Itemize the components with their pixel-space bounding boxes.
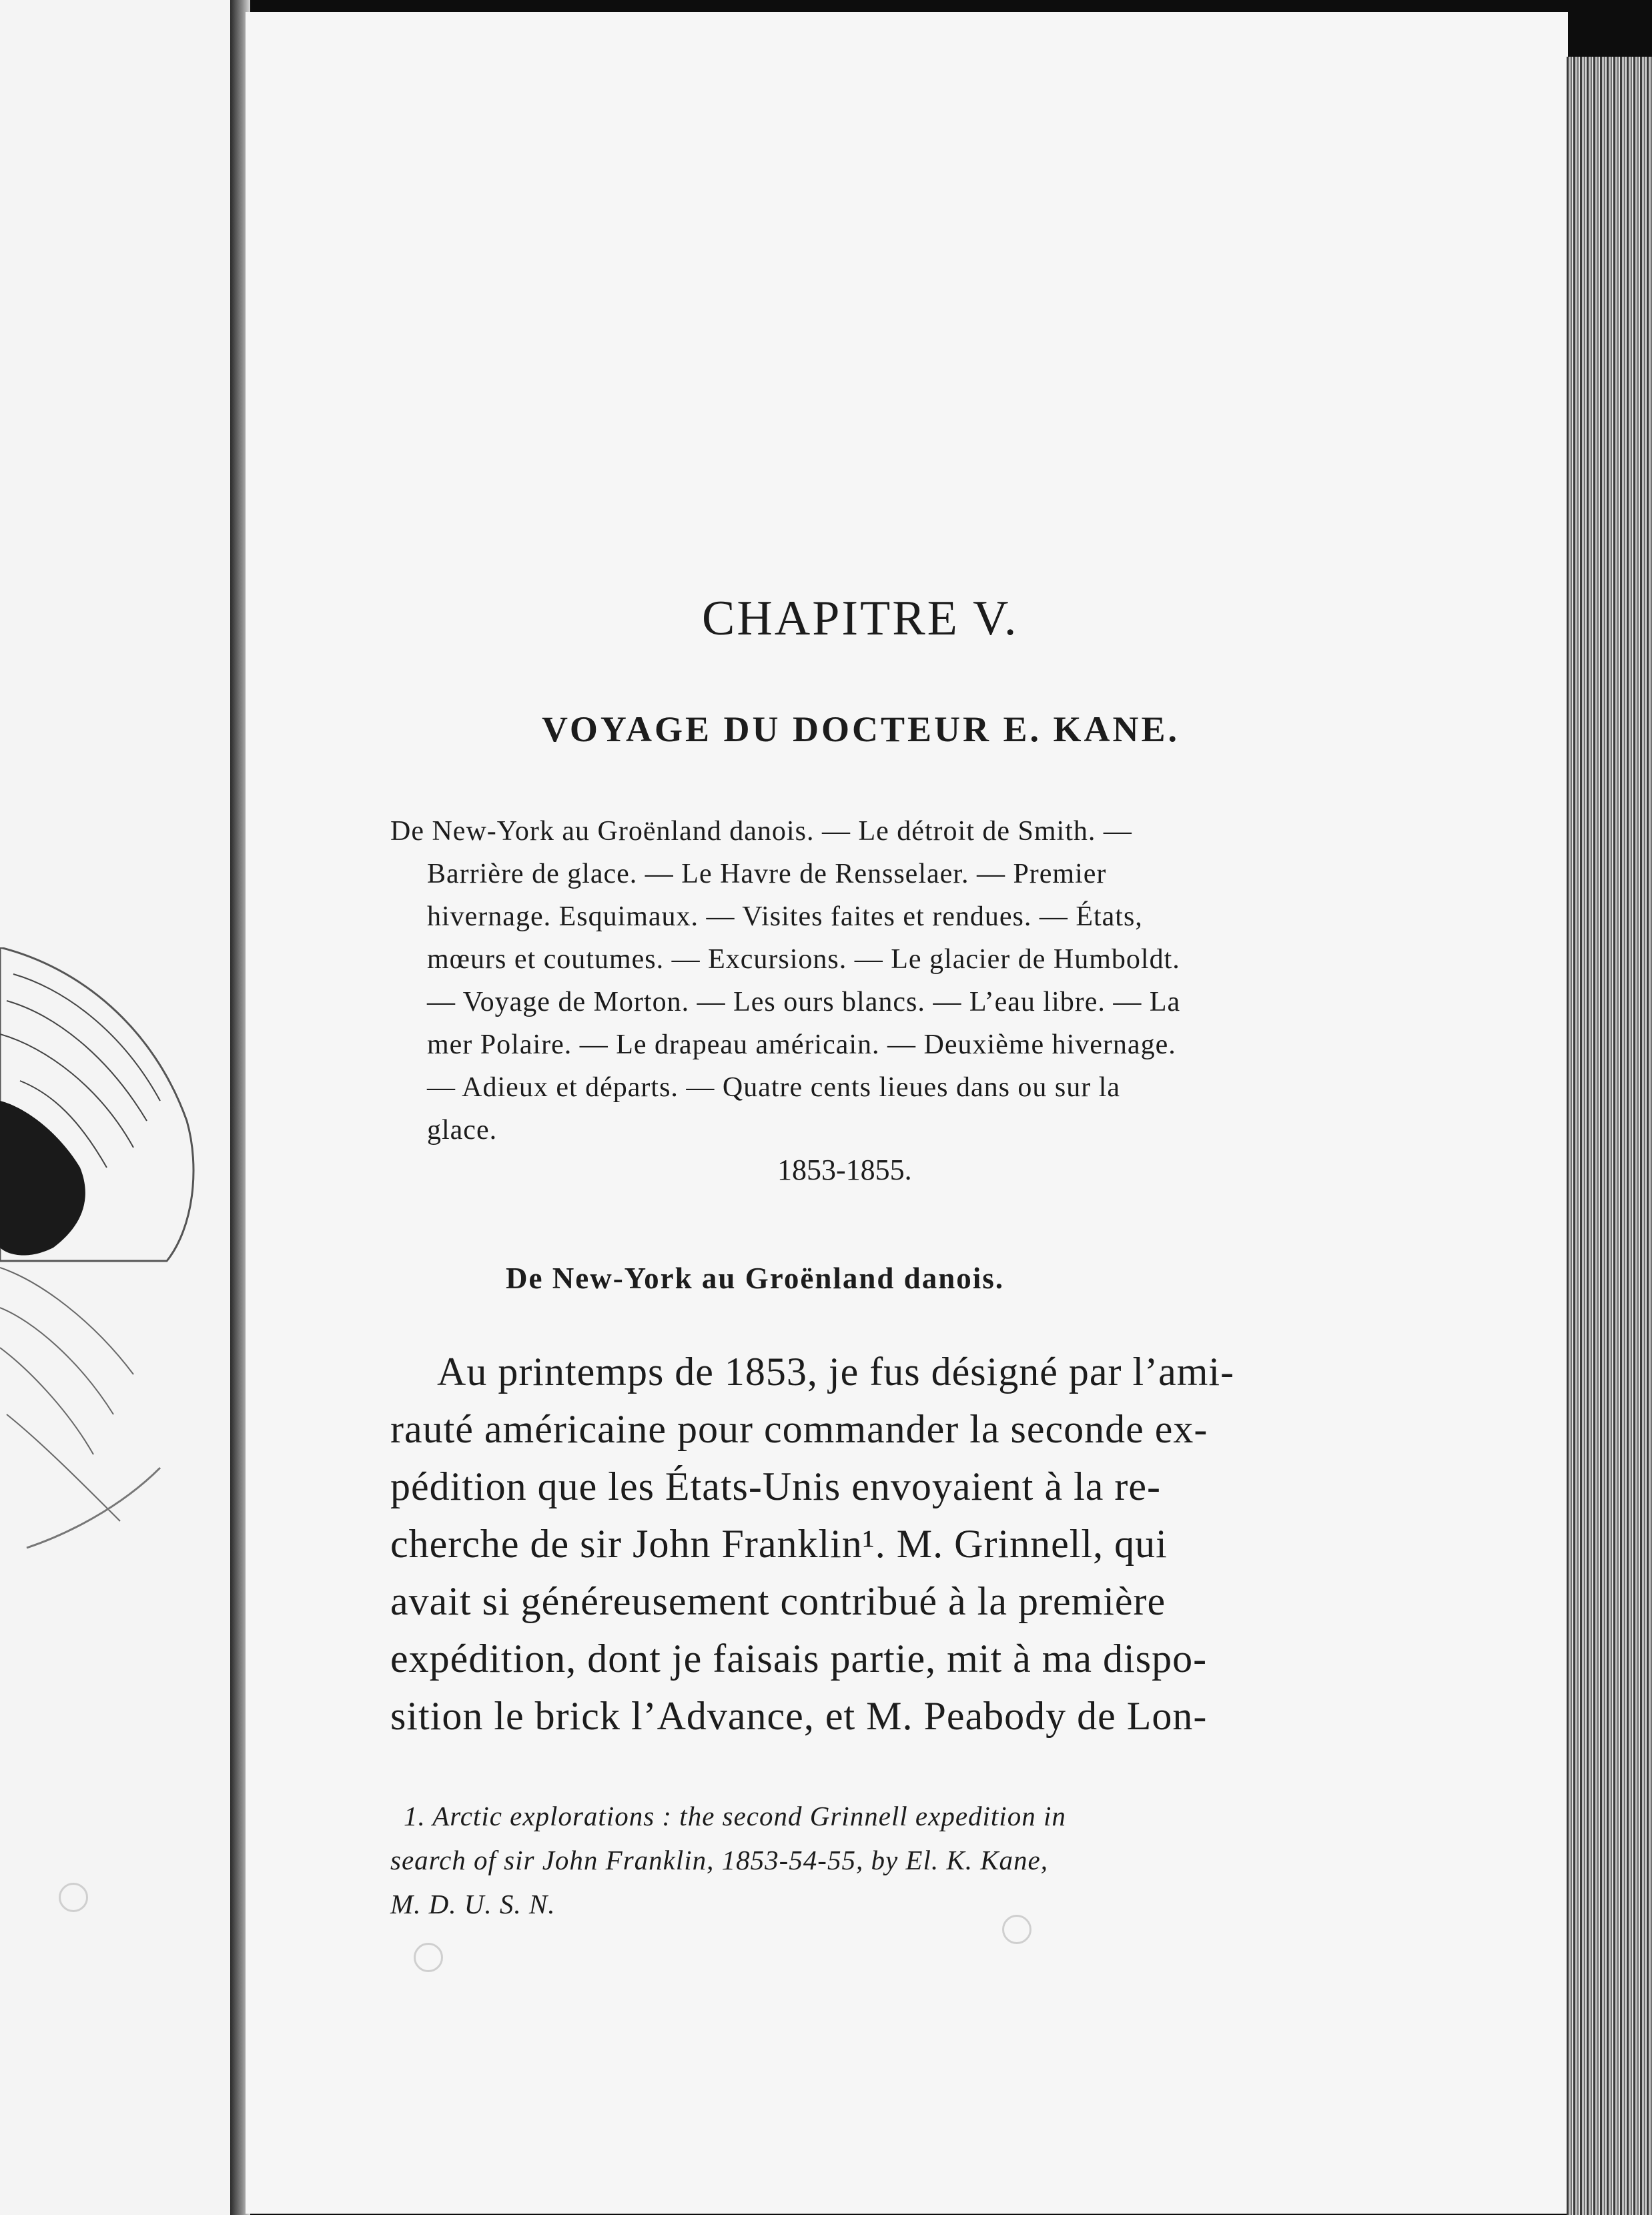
body-line: avait si généreusement contribué à la première	[390, 1579, 1166, 1623]
body-line: rauté américaine pour commander la seconde ex-	[390, 1407, 1208, 1451]
summary-line: De New-York au Groënland danois. — Le détroit de Smith. —	[390, 816, 1132, 847]
chapter-heading: CHAPITRE V.	[702, 591, 1019, 646]
book-page	[246, 12, 1568, 2214]
engraving-illustration	[0, 947, 200, 1655]
summary-line: — Voyage de Morton. — Les ours blancs. — L’eau libre. — La	[427, 987, 1181, 1017]
body-line: cherche de sir John Franklin¹. M. Grinnell, qui	[390, 1522, 1168, 1566]
facing-page	[0, 0, 230, 2215]
summary-line: mœurs et coutumes. — Excursions. — Le glacier de Humboldt.	[427, 944, 1180, 975]
footnote-line: search of sir John Franklin, 1853-54-55, by El. K. Kane,	[390, 1845, 1048, 1875]
body-line: sition le brick l’Advance, et M. Peabody de Lon-	[390, 1694, 1208, 1738]
chapter-title: VOYAGE DU DOCTEUR E. KANE.	[542, 709, 1180, 749]
dust-speck	[59, 1883, 88, 1912]
summary-line: — Adieux et départs. — Quatre cents lieues dans ou sur la	[427, 1072, 1121, 1103]
section-heading: De New-York au Groënland danois.	[506, 1262, 1004, 1295]
dust-speck	[414, 1943, 443, 1972]
summary-line: Barrière de glace. — Le Havre de Rensselaer. — Premier	[427, 859, 1107, 889]
body-line: Au printemps de 1853, je fus désigné par l’ami-	[437, 1350, 1235, 1394]
page-edge	[1567, 57, 1652, 2215]
footnote-line: M. D. U. S. N.	[390, 1889, 556, 1919]
summary-line: glace.	[427, 1115, 498, 1146]
date-range: 1853-1855.	[777, 1154, 912, 1186]
body-line: pédition que les États-Unis envoyaient à la re-	[390, 1464, 1161, 1508]
dust-speck	[1002, 1915, 1031, 1944]
summary-line: hivernage. Esquimaux. — Visites faites et rendues. — États,	[427, 901, 1143, 932]
footnote-line: 1. Arctic explorations : the second Grinnell expedition in	[404, 1801, 1066, 1831]
body-line: expédition, dont je faisais partie, mit à ma dispo-	[390, 1637, 1208, 1681]
summary-line: mer Polaire. — Le drapeau américain. — Deuxième hivernage.	[427, 1029, 1176, 1060]
